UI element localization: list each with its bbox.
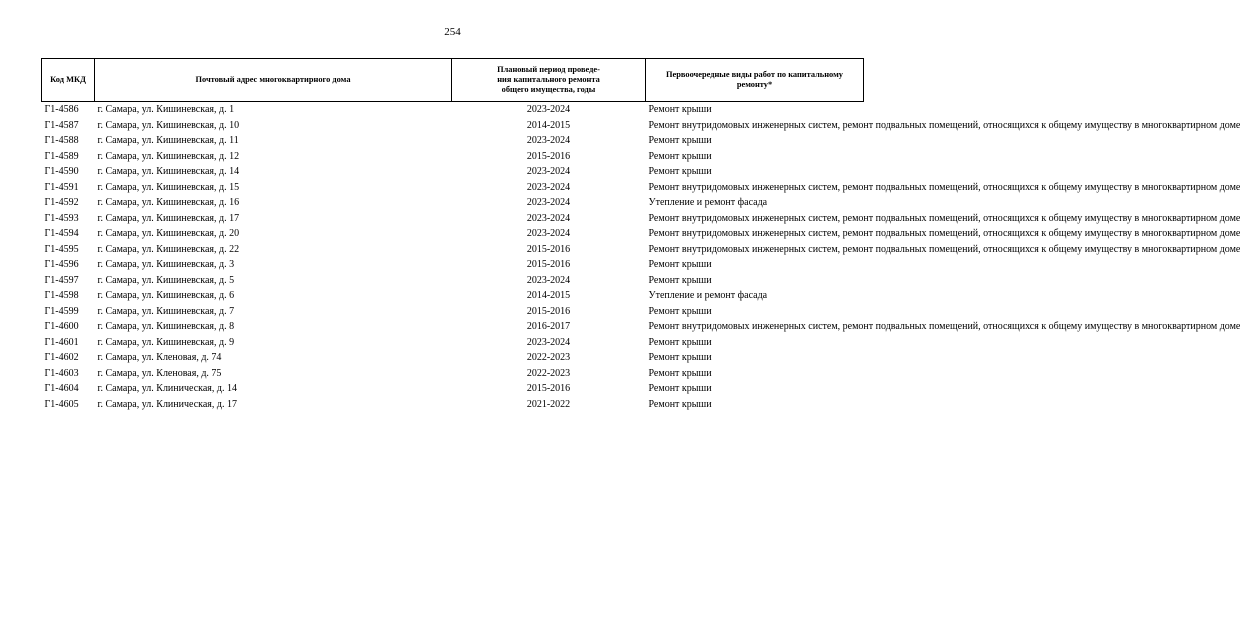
cell-works: Ремонт крыши (648, 259, 712, 270)
cell-address: г. Самара, ул. Кишиневская, д. 12 (97, 150, 240, 162)
cell-works: Ремонт крыши (648, 274, 712, 286)
cell-address: г. Самара, ул. Кишиневская, д. 14 (97, 166, 240, 177)
cell-code: Г1-4589 (44, 150, 79, 162)
cell-period: 2022-2023 (526, 367, 571, 379)
cell-works: Ремонт крыши (648, 305, 712, 317)
cell-works: Ремонт крыши (648, 135, 712, 146)
cell-period: 2016-2017 (526, 321, 571, 332)
table-row (42, 133, 864, 149)
cell-period: 2023-2024 (526, 336, 571, 348)
cell-code: Г1-4594 (44, 228, 79, 239)
cell-period: 2023-2024 (526, 181, 571, 193)
cell-works: Ремонт внутридомовых инженерных систем, ремонт подвальных помещений, относящихся к общему имуществу в многоквартирном доме (648, 212, 1240, 224)
cell-period: 2022-2023 (526, 352, 571, 363)
cell-works: Ремонт крыши (648, 150, 712, 162)
table-row (42, 211, 864, 227)
cell-period: 2015-2016 (526, 383, 571, 394)
cell-code: Г1-4600 (44, 321, 79, 332)
table-row (42, 304, 864, 320)
cell-period: 2023-2024 (526, 274, 571, 286)
cell-address: г. Самара, ул. Кленовая, д. 74 (97, 352, 222, 363)
table-body (42, 102, 1240, 413)
table-row (42, 288, 864, 304)
table-row (42, 366, 864, 382)
cell-address: г. Самара, ул. Кишиневская, д. 16 (97, 197, 240, 208)
cell-address: г. Самара, ул. Кишиневская, д. 7 (97, 305, 235, 317)
cell-period: 2015-2016 (526, 305, 571, 317)
cell-period: 2015-2016 (526, 259, 571, 270)
header-code: Код МКД (42, 59, 95, 102)
cell-code: Г1-4588 (44, 135, 79, 146)
cell-code: Г1-4603 (44, 367, 79, 379)
cell-period: 2023-2024 (526, 166, 571, 177)
cell-works: Ремонт крыши (648, 336, 712, 348)
table-row (42, 102, 864, 118)
cell-period: 2023-2024 (526, 135, 571, 146)
cell-code: Г1-4599 (44, 305, 79, 317)
cell-code: Г1-4602 (44, 352, 79, 363)
table-row (42, 257, 864, 273)
cell-code: Г1-4597 (44, 274, 79, 286)
cell-works: Ремонт крыши (648, 383, 712, 394)
cell-address: г. Самара, ул. Клиническая, д. 17 (97, 398, 237, 410)
cell-works: Ремонт внутридомовых инженерных систем, ремонт подвальных помещений, относящихся к общему имуществу в многоквартирном доме (648, 181, 1240, 193)
cell-works: Ремонт внутридомовых инженерных систем, ремонт подвальных помещений, относящихся к общему имуществу в многоквартирном доме (648, 119, 1240, 131)
cell-address: г. Самара, ул. Кишиневская, д. 8 (97, 321, 235, 332)
cell-works: Ремонт крыши (648, 166, 712, 177)
cell-address: г. Самара, ул. Кишиневская, д. 17 (97, 212, 240, 224)
header-works: Первоочередные виды работ по капитальному ремонту* (646, 59, 864, 102)
header-address: Почтовый адрес многоквартирного дома (95, 59, 452, 102)
table-row (42, 335, 864, 351)
cell-works: Ремонт внутридомовых инженерных систем, ремонт подвальных помещений, относящихся к общему имуществу в многоквартирном доме (648, 228, 1240, 239)
cell-code: Г1-4587 (44, 119, 79, 131)
table-row (42, 350, 864, 366)
table-row (42, 195, 864, 211)
table-row (42, 273, 864, 289)
cell-works: Ремонт внутридомовых инженерных систем, ремонт подвальных помещений, относящихся к общему имуществу в многоквартирном доме (648, 243, 1240, 255)
cell-address: г. Самара, ул. Кишиневская, д. 6 (97, 290, 235, 301)
table-row (42, 319, 864, 335)
cell-code: Г1-4595 (44, 243, 79, 255)
table-row (42, 226, 864, 242)
cell-period: 2023-2024 (526, 104, 571, 115)
cell-code: Г1-4596 (44, 259, 79, 270)
cell-works: Ремонт крыши (648, 104, 712, 115)
cell-works: Ремонт крыши (648, 352, 712, 363)
cell-code: Г1-4590 (44, 166, 79, 177)
cell-period: 2023-2024 (526, 228, 571, 239)
cell-period: 2014-2015 (526, 119, 571, 131)
table-row (42, 149, 864, 165)
table-row (42, 397, 864, 413)
cell-address: г. Самара, ул. Кленовая, д. 75 (97, 367, 222, 379)
cell-code: Г1-4593 (44, 212, 79, 224)
table-row (42, 164, 864, 180)
cell-code: Г1-4605 (44, 398, 79, 410)
cell-works: Утепление и ремонт фасада (648, 290, 768, 301)
cell-works: Ремонт крыши (648, 367, 712, 379)
cell-code: Г1-4591 (44, 181, 79, 193)
cell-address: г. Самара, ул. Кишиневская, д. 22 (97, 243, 240, 255)
cell-works: Ремонт крыши (648, 398, 712, 410)
cell-code: Г1-4598 (44, 290, 79, 301)
cell-period: 2023-2024 (526, 212, 571, 224)
capital-repair-table (41, 58, 1240, 412)
header-period: Плановый период проведе- ния капитального ремонта общего имущества, годы (452, 59, 646, 102)
cell-code: Г1-4592 (44, 197, 79, 208)
cell-address: г. Самара, ул. Кишиневская, д. 15 (97, 181, 240, 193)
cell-address: г. Самара, ул. Кишиневская, д. 3 (97, 259, 235, 270)
cell-period: 2014-2015 (526, 290, 571, 301)
cell-period: 2021-2022 (526, 398, 571, 410)
cell-code: Г1-4601 (44, 336, 79, 348)
cell-address: г. Самара, ул. Кишиневская, д. 9 (97, 336, 235, 348)
cell-address: г. Самара, ул. Кишиневская, д. 1 (97, 104, 235, 115)
cell-code: Г1-4604 (44, 383, 79, 394)
cell-period: 2015-2016 (526, 150, 571, 162)
page-number: 254 (444, 26, 461, 38)
cell-period: 2015-2016 (526, 243, 571, 255)
cell-period: 2023-2024 (526, 197, 571, 208)
cell-works: Утепление и ремонт фасада (648, 197, 768, 208)
cell-address: г. Самара, ул. Клиническая, д. 14 (97, 383, 237, 394)
cell-address: г. Самара, ул. Кишиневская, д. 20 (97, 228, 240, 239)
table-header-row (42, 59, 864, 102)
cell-address: г. Самара, ул. Кишиневская, д. 11 (97, 135, 239, 146)
cell-address: г. Самара, ул. Кишиневская, д. 5 (97, 274, 235, 286)
cell-address: г. Самара, ул. Кишиневская, д. 10 (97, 119, 240, 131)
table-row (42, 180, 864, 196)
table-row (42, 381, 864, 397)
table-row (42, 242, 864, 258)
cell-code: Г1-4586 (44, 104, 79, 115)
table-row (42, 118, 864, 134)
cell-works: Ремонт внутридомовых инженерных систем, ремонт подвальных помещений, относящихся к общему имуществу в многоквартирном доме (648, 321, 1240, 332)
